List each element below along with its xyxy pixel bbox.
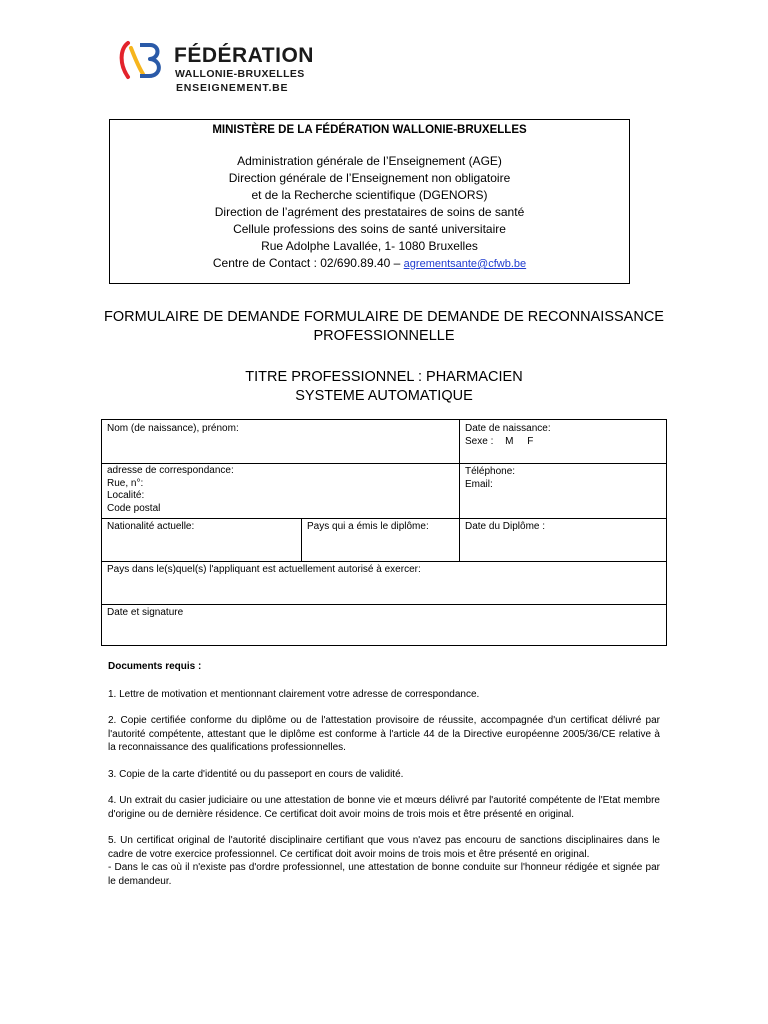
contact-email-link[interactable]: agrementsante@cfwb.be xyxy=(403,258,527,270)
document-item: 1. Lettre de motivation et mentionnant clairement votre adresse de correspondance. xyxy=(108,688,480,700)
diploma-country-field[interactable] xyxy=(302,518,459,561)
sex-label: Sexe : xyxy=(465,436,494,447)
city-label: Localité: xyxy=(107,490,145,501)
ministry-line: Cellule professions des soins de santé universitaire xyxy=(233,222,506,236)
address-field[interactable] xyxy=(102,463,459,518)
postal-code-label: Code postal xyxy=(107,502,161,514)
application-form-table xyxy=(101,419,667,646)
signature-field[interactable] xyxy=(102,604,666,645)
logo-site: ENSEIGNEMENT.BE xyxy=(176,82,289,94)
required-documents xyxy=(108,660,660,888)
professional-title: TITRE PROFESSIONNEL : PHARMACIEN xyxy=(245,369,523,385)
contact-phone: Centre de Contact : 02/690.89.40 – xyxy=(212,256,404,270)
federation-logo xyxy=(116,38,314,96)
diploma-date-field[interactable] xyxy=(460,518,666,561)
name-label: Nom (de naissance), prénom: xyxy=(107,423,239,434)
diploma-country-label: Pays qui a émis le diplôme: xyxy=(307,521,429,532)
fwb-logo-icon xyxy=(116,40,162,80)
diploma-date-label: Date du Diplôme : xyxy=(465,521,546,532)
form-title xyxy=(100,308,668,346)
contact-line xyxy=(110,255,629,273)
form-subtitle xyxy=(100,368,668,406)
document-note: - Dans le cas où il n'existe pas d'ordre professionnel, une attestation de bonne conduite sur l'honneur rédigée et signée par le demandeur. xyxy=(108,862,660,887)
ministry-address xyxy=(110,153,629,273)
name-field[interactable] xyxy=(102,420,459,463)
nationality-label: Nationalité actuelle: xyxy=(107,521,195,532)
nationality-field[interactable] xyxy=(102,518,301,561)
signature-label: Date et signature xyxy=(107,607,184,618)
sex-option-f[interactable]: F xyxy=(527,436,534,447)
authorized-country-label: Pays dans le(s)quel(s) l'appliquant est actuellement autorisé à exercer: xyxy=(107,564,421,575)
ministry-line: Direction générale de l’Enseignement non obligatoire xyxy=(228,171,511,185)
ministry-line: Rue Adolphe Lavallée, 1- 1080 Bruxelles xyxy=(261,239,478,253)
ministry-box xyxy=(109,119,630,284)
documents-title: Documents requis : xyxy=(108,661,202,672)
email-label: Email: xyxy=(465,479,493,490)
sex-option-m[interactable]: M xyxy=(505,436,514,447)
birth-sex-field[interactable] xyxy=(460,420,666,463)
address-label: adresse de correspondance: xyxy=(107,465,234,476)
authorized-country-field[interactable] xyxy=(102,561,666,604)
birth-date-label: Date de naissance: xyxy=(465,423,551,434)
logo-subtitle: WALLONIE-BRUXELLES xyxy=(175,68,305,80)
system-type: SYSTEME AUTOMATIQUE xyxy=(295,388,473,404)
form-title-line: PROFESSIONNELLE xyxy=(313,328,455,344)
logo-title: FÉDÉRATION xyxy=(174,44,314,67)
ministry-line: Direction de l’agrément des prestataires de soins de santé xyxy=(214,205,525,219)
form-title-line: FORMULAIRE DE DEMANDE FORMULAIRE DE DEMANDE DE RECONNAISSANCE xyxy=(104,309,664,325)
ministry-line: et de la Recherche scientifique (DGENORS) xyxy=(251,188,488,202)
phone-label: Téléphone: xyxy=(465,466,516,477)
ministry-line: Administration générale de l’Enseignement (AGE) xyxy=(237,154,502,168)
document-item: 4. Un extrait du casier judiciaire ou une attestation de bonne vie et mœurs délivré par l'autorité compétente de l'Etat membre d'origine ou de dernière résidence. Ce certificat doit avoir moins de trois mois et être présenté en original. xyxy=(108,795,660,820)
contact-field[interactable] xyxy=(460,463,666,518)
ministry-title: MINISTÈRE DE LA FÉDÉRATION WALLONIE-BRUXELLES xyxy=(212,124,527,136)
document-item: 5. Un certificat original de l'autorité disciplinaire certifiant que vous n'avez pas encouru de sanctions disciplinaires dans le cadre de votre exercice professionnel. Ce certificat doit avoir moins de trois mois et être présenté en original. xyxy=(108,835,660,860)
street-label: Rue, n°: xyxy=(107,477,144,489)
document-item: 3. Copie de la carte d'identité ou du passeport en cours de validité. xyxy=(108,768,404,780)
document-item: 2. Copie certifiée conforme du diplôme ou de l'attestation provisoire de réussite, accompagnée d'un certificat délivré par l'autorité compétente, attestant que le diplôme est conforme à l'article 44 de la Directive européenne 2005/36/CE relative à la reconnaissance des qualifications professionnelles. xyxy=(108,715,660,753)
sex-row xyxy=(465,435,661,448)
